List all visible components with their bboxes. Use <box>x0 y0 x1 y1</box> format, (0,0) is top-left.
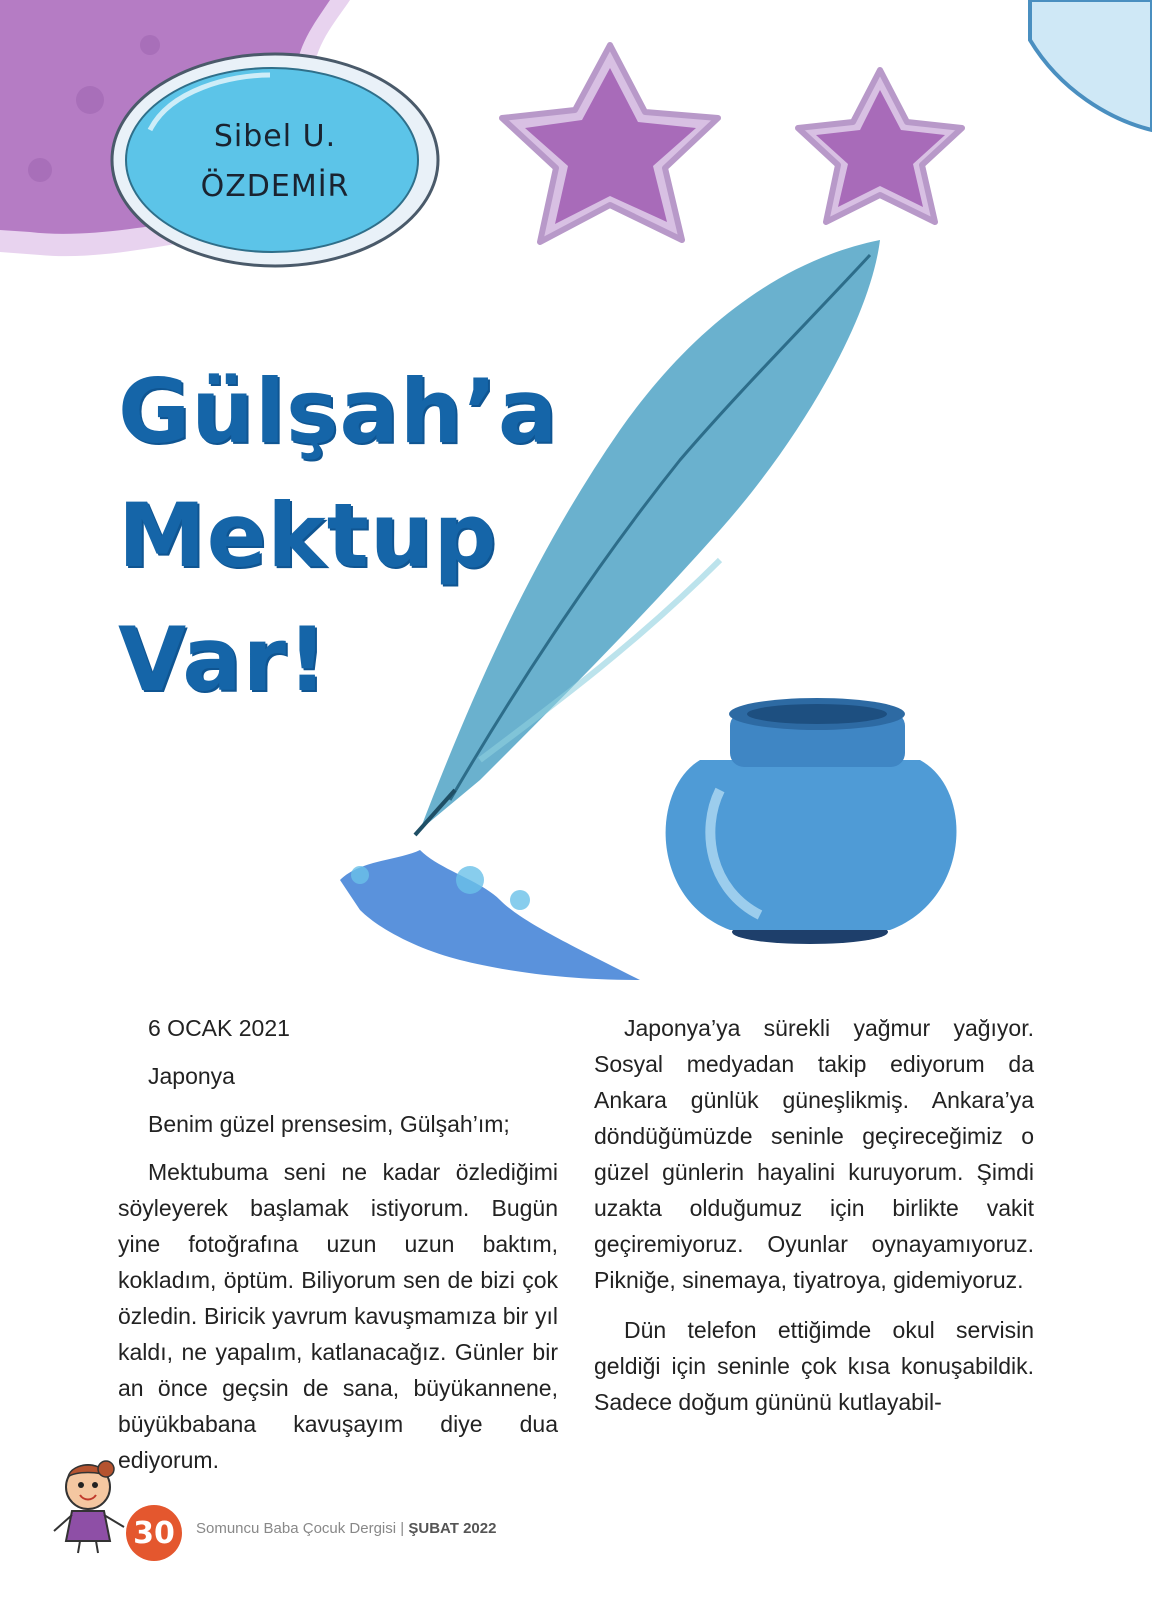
footer-magazine-info <box>196 1520 496 1537</box>
page-number-badge: 30 <box>126 1505 182 1561</box>
star-large-shape <box>502 45 718 242</box>
girl-mascot-icon <box>48 1455 128 1555</box>
letter-greeting: Benim güzel prensesim, Gülşah’ım; <box>148 1111 510 1137</box>
title-line-1: Gülşah’a <box>118 360 559 463</box>
footer-separator: | <box>400 1520 405 1537</box>
left-paragraph-1: Mektubuma seni ne kadar özlediğimi söyleyerek başlamak istiyorum. Bugün yine fotoğrafına uzun uzun baktım, kokladım, öptüm. Biliyorum sen de bizi çok özledin. Biricik yavrum kavuşmamıza bir yıl kaldı, ne yapalım, katlanacağız. Günler bir an önce geçsin de sana, büyükannene, büyükbabana kavuşayım diye dua ediyorum. <box>118 1159 558 1473</box>
page-title <box>118 350 588 722</box>
notebook-corner-shape <box>1030 0 1152 130</box>
letter-place: Japonya <box>148 1063 235 1089</box>
author-bubble <box>120 62 430 262</box>
right-paragraph-2: Dün telefon ettiğimde okul servisin geldiği için seninle çok kısa konuşabildik. Sadece doğum gününü kutlayabil- <box>594 1317 1034 1415</box>
author-first-name: Sibel U. <box>213 119 337 154</box>
left-column <box>118 1010 558 1492</box>
ink-pot-illustration <box>666 698 957 944</box>
author-last-name: ÖZDEMİR <box>200 169 350 204</box>
title-line-3: Var! <box>118 608 329 711</box>
footer-magazine-name: Somuncu Baba Çocuk Dergisi <box>196 1520 397 1537</box>
footer-issue: ŞUBAT 2022 <box>408 1520 497 1537</box>
right-column <box>594 1010 1034 1434</box>
letter-date: 6 OCAK 2021 <box>148 1015 290 1041</box>
right-paragraph-1: Japonya’ya sürekli yağmur yağıyor. Sosyal medyadan takip ediyorum da Ankara günlük güneşlikmiş. Ankara’ya döndüğümüzde seninle geçireceğimiz o güzel günlerin hayalini kuruyorum. Şimdi uzakta olduğumuz için birlikte vakit geçiremiyoruz. Oyunlar oynayamıyoruz. Pikniğe, sinemaya, tiyatroya, gidemiyoruz. <box>594 1015 1034 1293</box>
title-line-2: Mektup <box>118 484 498 587</box>
star-small-shape <box>798 70 962 222</box>
